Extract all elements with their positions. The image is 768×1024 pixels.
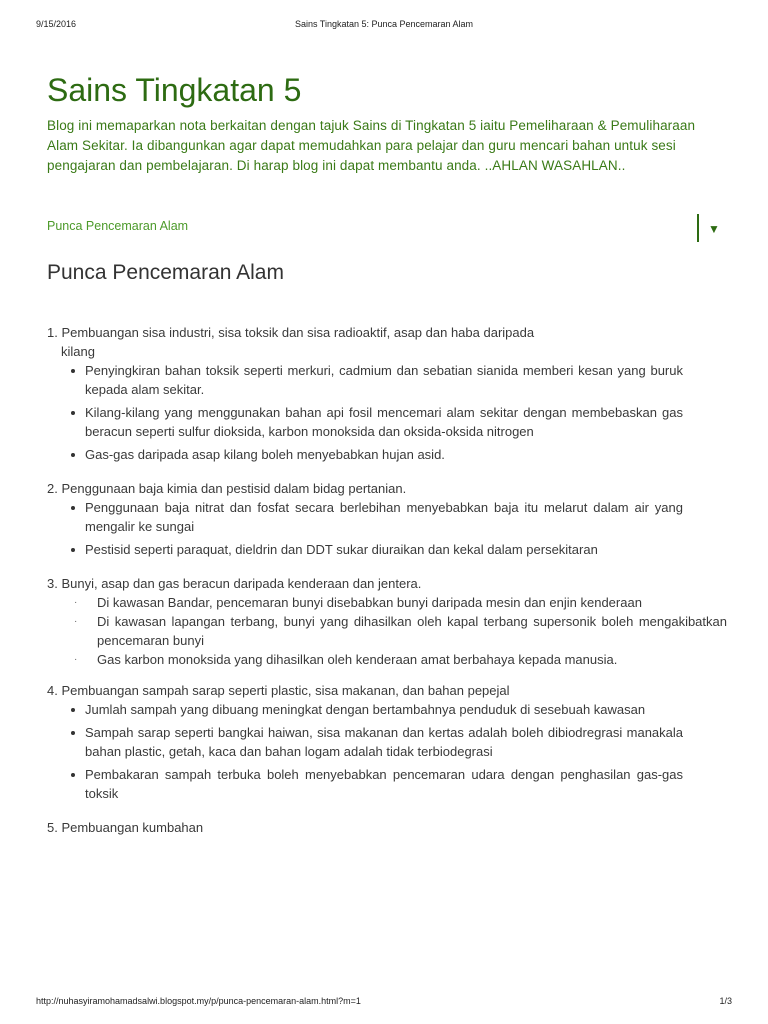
section-heading: 3. Bunyi, asap dan gas beracun daripada kenderaan dan jentera. [47, 576, 422, 591]
section-3 [47, 574, 727, 669]
list-item-text: Di kawasan lapangan terbang, bunyi yang dihasilkan oleh kapal terbang supersonik boleh mengakibatkan pencemaran bunyi [97, 614, 727, 648]
list-item: Gas-gas daripada asap kilang boleh menyebabkan hujan asid. [69, 445, 683, 464]
nav-divider [697, 214, 699, 242]
print-url: http://nuhasyiramohamadsalwi.blogspot.my/p/punca-pencemaran-alam.html?m=1 [36, 996, 361, 1006]
list-item: Penggunaan baja nitrat dan fosfat secara berlebihan menyebabkan baja itu melarut dalam air yang mengalir ke sungai [69, 498, 683, 536]
list-item-text: Di kawasan Bandar, pencemaran bunyi disebabkan bunyi daripada mesin dan enjin kenderaan [97, 595, 642, 610]
bullet-list [47, 361, 683, 464]
middle-dot-icon: · [74, 616, 78, 627]
list-item: Sampah sarap seperti bangkai haiwan, sisa makanan dan kertas adalah boleh dibiodregrasi manakala bahan plastic, getah, kaca dan bahan logam adalah tidak terbiodegrasi [69, 723, 683, 761]
list-item: Jumlah sampah yang dibuang meningkat dengan bertambahnya penduduk di sesebuah kawasan [69, 700, 683, 719]
section-4 [47, 681, 727, 803]
section-heading-continued: kilang [61, 344, 95, 359]
section-1 [47, 323, 727, 464]
print-header [36, 19, 732, 31]
dot-list [47, 593, 727, 669]
print-page-number: 1/3 [719, 996, 732, 1006]
section-heading: 4. Pembuangan sampah sarap seperti plastic, sisa makanan, dan bahan pepejal [47, 683, 510, 698]
print-page-title: Sains Tingkatan 5: Punca Pencemaran Alam [294, 19, 474, 29]
triangle-down-icon: ▼ [708, 222, 720, 236]
post-title: Punca Pencemaran Alam [47, 261, 284, 284]
print-date: 9/15/2016 [36, 19, 77, 29]
post-body [47, 323, 727, 852]
nav-current-page-link[interactable]: Punca Pencemaran Alam [47, 219, 189, 233]
nav-dropdown-toggle[interactable] [708, 222, 724, 236]
list-item [74, 650, 727, 669]
section-heading: 5. Pembuangan kumbahan [47, 820, 204, 835]
list-item: Kilang-kilang yang menggunakan bahan api fosil mencemari alam sekitar dengan membebaskan gas beracun seperti sulfur dioksida, karbon monoksida dan oksida-oksida nitrogen [69, 403, 683, 441]
blog-title[interactable]: Sains Tingkatan 5 [47, 72, 302, 108]
section-5 [47, 818, 727, 837]
list-item: Pestisid seperti paraquat, dieldrin dan DDT sukar diuraikan dan kekal dalam persekitaran [69, 540, 683, 559]
list-item [74, 593, 727, 612]
section-heading: 1. Pembuangan sisa industri, sisa toksik dan sisa radioaktif, asap dan haba daripada [47, 325, 535, 340]
print-footer [36, 996, 732, 1008]
bullet-list [47, 700, 683, 803]
section-2 [47, 479, 727, 559]
list-item [74, 612, 727, 650]
section-heading: 2. Penggunaan baja kimia dan pestisid dalam bidag pertanian. [47, 481, 407, 496]
list-item: Pembakaran sampah terbuka boleh menyebabkan pencemaran udara dengan penghasilan gas-gas toksik [69, 765, 683, 803]
middle-dot-icon: · [74, 597, 78, 608]
list-item-text: Gas karbon monoksida yang dihasilkan oleh kenderaan amat berbahaya kepada manusia. [97, 652, 618, 667]
list-item: Penyingkiran bahan toksik seperti merkuri, cadmium dan sebatian sianida memberi kesan yang buruk kepada alam sekitar. [69, 361, 683, 399]
middle-dot-icon: · [74, 654, 78, 665]
bullet-list [47, 498, 683, 559]
blog-description: Blog ini memaparkan nota berkaitan dengan tajuk Sains di Tingkatan 5 iaitu Pemeliharaan & Pemuliharaan Alam Sekitar. Ia dibangunkan agar dapat memudahkan para pelajar dan guru mencari bahan untuk sesi pengajaran dan pembelajaran. Di harap blog ini dapat membantu anda. ..AHLAN WASAHLAN.. [47, 118, 696, 173]
